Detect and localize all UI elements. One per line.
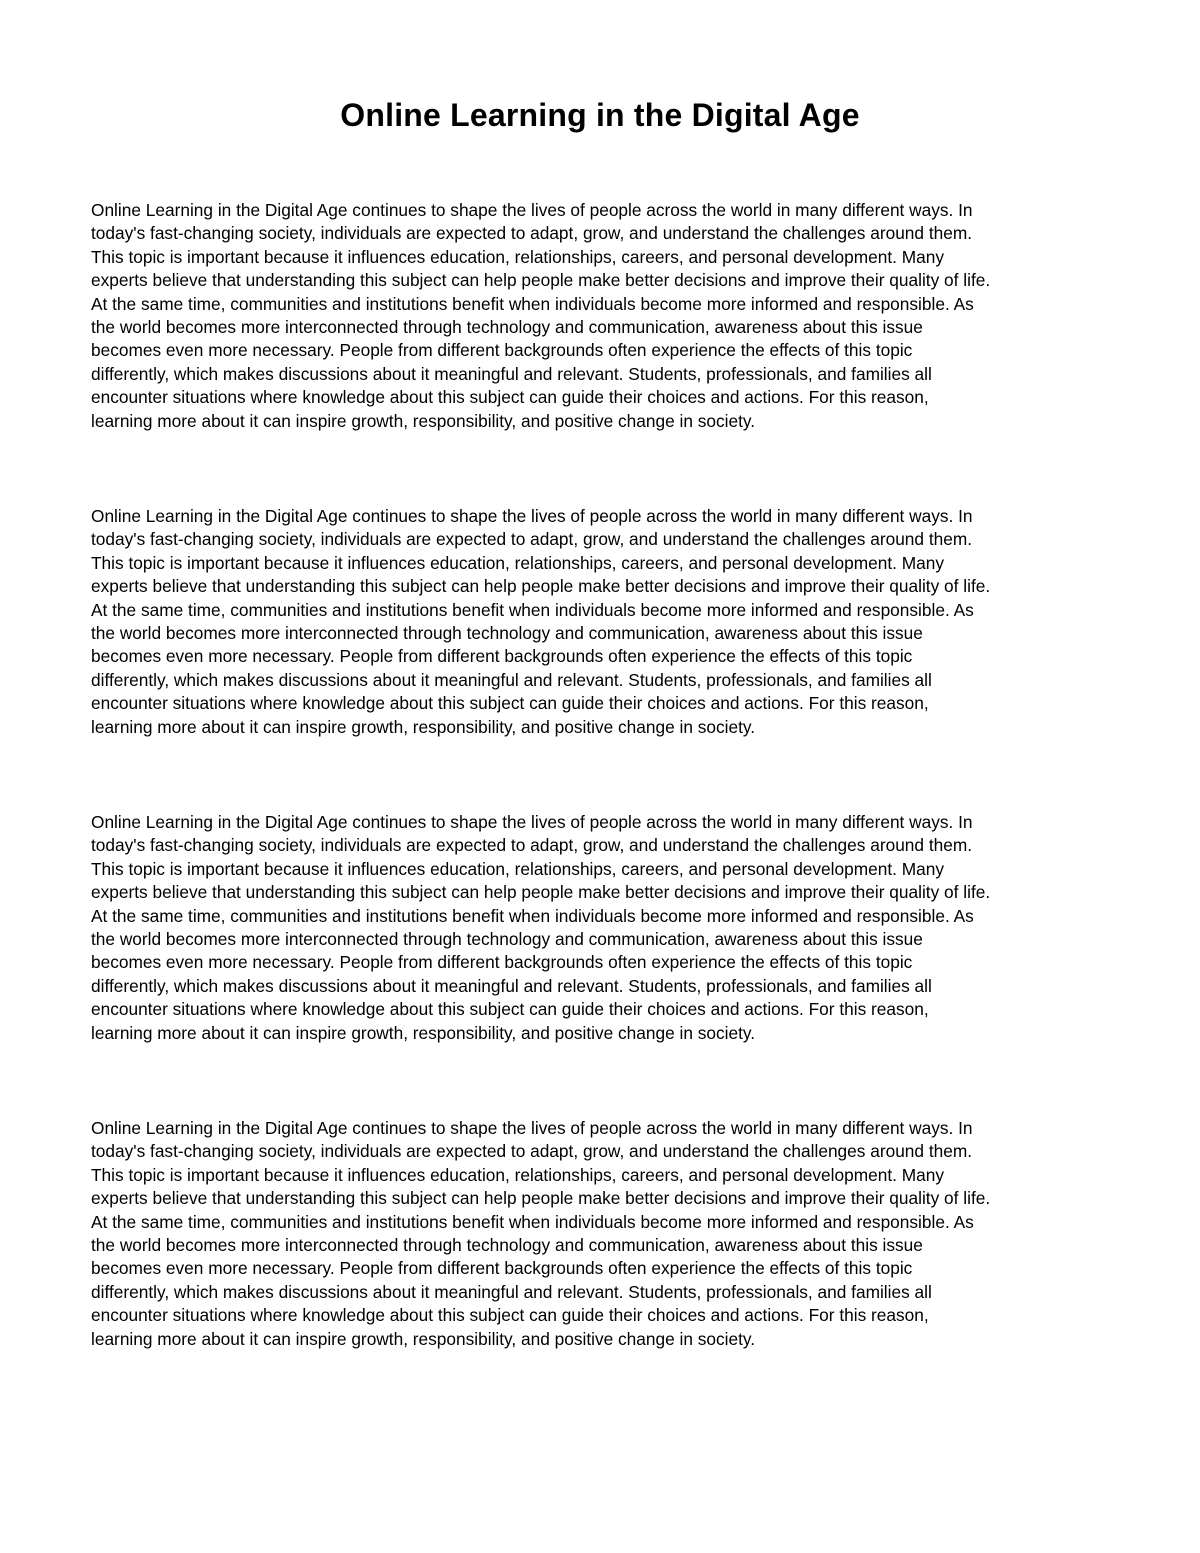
paragraph-line: This topic is important because it influences education, relationships, careers, and personal development. Many [91, 246, 945, 267]
paragraph-line: Online Learning in the Digital Age continues to shape the lives of people across the world in many different ways. In [91, 1118, 973, 1138]
paragraph-line: encounter situations where knowledge about this subject can guide their choices and actions. For this reason, [91, 693, 929, 714]
paragraph-line: This topic is important because it influences education, relationships, careers, and personal development. Many [91, 552, 945, 573]
paragraph-line: becomes even more necessary. People from different backgrounds often experience the effects of this topic [91, 340, 913, 361]
paragraph-line: experts believe that understanding this subject can help people make better decisions and improve their quality of life. [91, 1188, 991, 1209]
paragraph-line: learning more about it can inspire growth, responsibility, and positive change in society. [91, 410, 756, 431]
body-paragraph-3 [91, 811, 1121, 1045]
paragraph-line: At the same time, communities and institutions benefit when individuals become more informed and responsible. As [91, 293, 974, 314]
paragraph-line: Online Learning in the Digital Age continues to shape the lives of people across the world in many different ways. In [91, 200, 973, 220]
paragraph-line: becomes even more necessary. People from different backgrounds often experience the effects of this topic [91, 952, 913, 973]
paragraph-line: learning more about it can inspire growth, responsibility, and positive change in society. [91, 1328, 756, 1349]
paragraph-line: This topic is important because it influences education, relationships, careers, and personal development. Many [91, 1164, 945, 1185]
paragraph-line: becomes even more necessary. People from different backgrounds often experience the effects of this topic [91, 646, 913, 667]
body-paragraph-4 [91, 1117, 1121, 1351]
paragraph-line: This topic is important because it influences education, relationships, careers, and personal development. Many [91, 858, 945, 879]
paragraph-line: today's fast-changing society, individuals are expected to adapt, grow, and understand the challenges around them. [91, 835, 973, 856]
paragraph-line: the world becomes more interconnected through technology and communication, awareness about this issue [91, 317, 923, 338]
body-paragraph-1 [91, 199, 1121, 433]
paragraph-line: Online Learning in the Digital Age continues to shape the lives of people across the world in many different ways. In [91, 506, 973, 526]
paragraph-line: differently, which makes discussions about it meaningful and relevant. Students, professionals, and families all [91, 669, 932, 690]
paragraph-line: encounter situations where knowledge about this subject can guide their choices and actions. For this reason, [91, 387, 929, 408]
paragraph-line: At the same time, communities and institutions benefit when individuals become more informed and responsible. As [91, 1211, 974, 1232]
paragraph-line: becomes even more necessary. People from different backgrounds often experience the effects of this topic [91, 1258, 913, 1279]
paragraph-line: differently, which makes discussions about it meaningful and relevant. Students, professionals, and families all [91, 363, 932, 384]
paragraph-line: At the same time, communities and institutions benefit when individuals become more informed and responsible. As [91, 905, 974, 926]
paragraph-line: encounter situations where knowledge about this subject can guide their choices and actions. For this reason, [91, 999, 929, 1020]
paragraph-line: differently, which makes discussions about it meaningful and relevant. Students, professionals, and families all [91, 1281, 932, 1302]
paragraph-line: experts believe that understanding this subject can help people make better decisions and improve their quality of life. [91, 270, 991, 291]
paragraph-line: learning more about it can inspire growth, responsibility, and positive change in society. [91, 1022, 756, 1043]
paragraph-line: today's fast-changing society, individuals are expected to adapt, grow, and understand the challenges around them. [91, 223, 973, 244]
paragraph-line: today's fast-changing society, individuals are expected to adapt, grow, and understand the challenges around them. [91, 1141, 973, 1162]
document-title: Online Learning in the Digital Age [340, 97, 860, 133]
paragraph-line: encounter situations where knowledge about this subject can guide their choices and actions. For this reason, [91, 1305, 929, 1326]
paragraph-line: experts believe that understanding this subject can help people make better decisions and improve their quality of life. [91, 576, 991, 597]
paragraph-line: the world becomes more interconnected through technology and communication, awareness about this issue [91, 623, 923, 644]
body-paragraph-2 [91, 505, 1121, 739]
paragraph-line: At the same time, communities and institutions benefit when individuals become more informed and responsible. As [91, 599, 974, 620]
paragraph-line: learning more about it can inspire growth, responsibility, and positive change in society. [91, 716, 756, 737]
paragraph-line: today's fast-changing society, individuals are expected to adapt, grow, and understand the challenges around them. [91, 529, 973, 550]
paragraph-line: the world becomes more interconnected through technology and communication, awareness about this issue [91, 929, 923, 950]
paragraph-line: the world becomes more interconnected through technology and communication, awareness about this issue [91, 1235, 923, 1256]
paragraph-line: differently, which makes discussions about it meaningful and relevant. Students, professionals, and families all [91, 975, 932, 996]
paragraph-line: experts believe that understanding this subject can help people make better decisions and improve their quality of life. [91, 882, 991, 903]
paragraph-line: Online Learning in the Digital Age continues to shape the lives of people across the world in many different ways. In [91, 812, 973, 832]
